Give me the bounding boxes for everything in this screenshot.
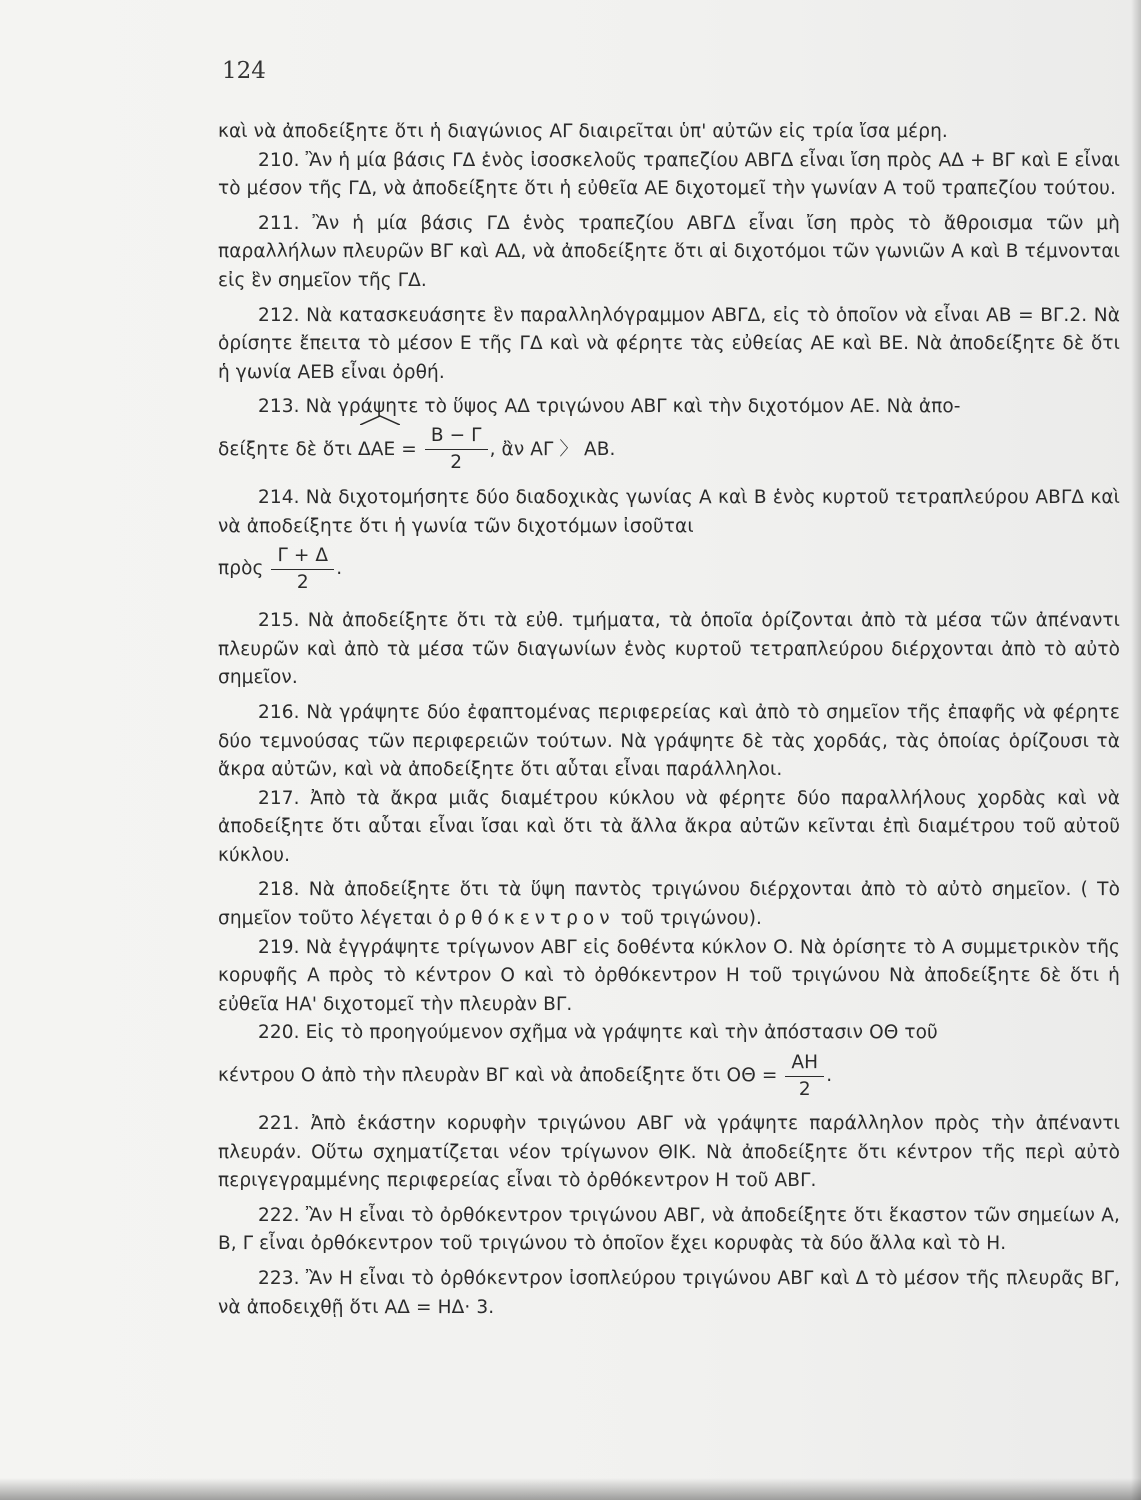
fraction-numerator: Γ + Δ: [277, 544, 329, 566]
exercise-216: 216. Νὰ γράψητε δύο ἐφαπτομένας περιφερείας καὶ ἀπὸ τὸ σημεῖον τῆς ἐπαφῆς νὰ φέρητε δύο τεμνούσας τῶν περιφερειῶν τούτων. Νὰ γράψητε δὲ τὰς χορδάς, τὰς ὁποίας ὁρίζουσι τὰ ἄκρα αὐτῶν, καὶ νὰ ἀποδείξητε ὅτι αὗται εἶναι παράλληλοι.: [218, 701, 1120, 781]
fraction-numerator: ΑΗ: [791, 1051, 819, 1073]
exercise-214: 214. Νὰ διχοτομήσητε δύο διαδοχικὰς γωνίας Α καὶ Β ἑνὸς κυρτοῦ τετραπλεύρου ΑΒΓΔ καὶ νὰ ἀποδείξητε ὅτι ἡ γωνία τῶν διχοτόμων ἰσοῦται: [218, 486, 1120, 537]
angle-hat-icon: [360, 415, 400, 425]
angle-symbol: [358, 422, 395, 478]
period: .: [336, 558, 343, 580]
exercise-221: 221. Ἀπὸ ἑκάστην κορυφὴν τριγώνου ΑΒΓ νὰ γράψητε παράλληλον πρὸς τὴν ἀπέναντι πλευράν. Οὕτω σχηματίζεται νέον τρίγωνον ΘΙΚ. Νὰ ἀποδείξητε ὅτι κέντρον τῆς περὶ αὐτὸ περιγεγραμμένης περιφερείας εἶναι τὸ ὀρθόκεντρον Η τοῦ ΑΒΓ.: [218, 1113, 1120, 1192]
exercise-213-formula-line: [218, 422, 1120, 478]
equals-sign: =: [401, 438, 417, 460]
exercise-214-pros: πρὸς: [218, 558, 264, 580]
fraction-c-plus-d: [271, 544, 334, 595]
spacer: [218, 597, 1120, 607]
fraction-numerator: Β − Γ: [430, 425, 482, 447]
exercise-218-text: 218. Νὰ ἀποδείξητε ὅτι τὰ ὕψη παντὸς τριγώνου διέρχονται ἀπὸ τὸ αὐτὸ σημεῖον. ( Τὸ σημεῖον τοῦτο λέγεται: [218, 879, 1120, 930]
fraction-ah-over-2: [785, 1051, 824, 1102]
exercise-214-formula-line: [218, 541, 1120, 597]
exercise-211: 211. Ἂν ἡ μία βάσις ΓΔ ἑνὸς τραπεζίου ΑΒΓΔ εἶναι ἴση πρὸς τὸ ἄθροισμα τῶν μὴ παραλλήλων πλευρῶν ΒΓ καὶ ΑΔ, νὰ ἀποδείξητε ὅτι αἱ διχοτόμοι τῶν γωνιῶν Α καὶ Β τέμνονται εἰς ἓν σημεῖον τῆς ΓΔ.: [218, 212, 1120, 291]
page-body: [218, 118, 1120, 1322]
exercise-209-ending: καὶ νὰ ἀποδείξητε ὅτι ἡ διαγώνιος ΑΓ διαιρεῖται ὑπ' αὐτῶν εἰς τρία ἴσα μέρη.: [218, 121, 948, 142]
exercise-212: 212. Νὰ κατασκευάσητε ἓν παραλληλόγραμμον ΑΒΓΔ, εἰς τὸ ὁποῖον νὰ εἶναι ΑΒ = ΒΓ.2. Νὰ ὁρίσητε ἔπειτα τὸ μέσον Ε τῆς ΓΔ καὶ νὰ φέρητε τὰς εὐθείας ΑΕ καὶ ΒΕ. Νὰ ἀποδείξητε δὲ ὅτι ἡ γωνία ΑΕΒ εἶναι ὀρθή.: [218, 304, 1120, 383]
exercise-213-text: δείξητε δὲ ὅτι: [218, 438, 352, 460]
period: .: [826, 1065, 833, 1087]
exercise-217: 217. Ἀπὸ τὰ ἄκρα μιᾶς διαμέτρου κύκλου νὰ φέρητε δύο παραλλήλους χορδὰς καὶ νὰ ἀποδείξητε ὅτι αὗται εἶναι ἴσαι καὶ ὅτι τὰ ἄλλα ἄκρα αὐτῶν κεῖνται ἐπὶ διαμέτρου τοῦ αὐτοῦ κύκλου.: [218, 787, 1120, 866]
exercise-223: 223. Ἂν Η εἶναι τὸ ὀρθόκεντρον ἰσοπλεύρου τριγώνου ΑΒΓ καὶ Δ τὸ μέσον τῆς πλευρᾶς ΒΓ, νὰ ἀποδειχθῇ ὅτι ΑΔ = ΗΔ· 3.: [218, 1268, 1120, 1318]
exercise-220-line1: 220. Εἰς τὸ προηγούμενον σχῆμα νὰ γράψητε καὶ τὴν ἀπόστασιν ΟΘ τοῦ: [258, 1022, 938, 1044]
page-number: 124: [222, 58, 266, 84]
fraction-denominator: 2: [450, 452, 463, 474]
scan-bottom-shadow: [0, 1478, 1141, 1500]
exercise-219: 219. Νὰ ἐγγράψητε τρίγωνον ΑΒΓ εἰς δοθέντα κύκλον Ο. Νὰ ὁρίσητε τὸ Α συμμετρικὸν τῆς κορυφῆς Α πρὸς τὸ κέντρον Ο καὶ τὸ ὀρθόκεντρον Η τοῦ τριγώνου Νὰ ἀποδείξητε δὲ ὅτι ἡ εὐθεῖα ΗΑ' διχοτομεῖ τὴν πλευρὰν ΒΓ.: [218, 936, 1120, 1015]
exercise-222: 222. Ἂν Η εἶναι τὸ ὀρθόκεντρον τριγώνου ΑΒΓ, νὰ ἀποδείξητε ὅτι ἕκαστον τῶν σημείων Α, Β, Γ εἶναι ὀρθόκεντρον τοῦ τριγώνου τὸ ὁποῖον ἔχει κορυφὰς τὰ δύο ἄλλα καὶ τὸ Η.: [218, 1204, 1120, 1255]
exercise-210: 210. Ἂν ἡ μία βάσις ΓΔ ἑνὸς ἰσοσκελοῦς τραπεζίου ΑΒΓΔ εἶναι ἴση πρὸς ΑΔ + ΒΓ καὶ Ε εἶναι τὸ μέσον τῆς ΓΔ, νὰ ἀποδείξητε ὅτι ἡ εὐθεῖα ΑΕ διχοτομεῖ τὴν γωνίαν Α τοῦ τραπεζίου τούτου.: [218, 149, 1120, 200]
page-edge-shadow: [1131, 0, 1141, 1500]
exercise-220-formula-line: [218, 1048, 1120, 1104]
fraction-denominator: 2: [798, 1078, 811, 1100]
exercise-218: [218, 876, 1120, 933]
exercise-218-end: τοῦ τριγώνου).: [620, 908, 763, 930]
fraction-denominator: 2: [296, 571, 309, 593]
fraction-b-minus-c: [425, 424, 488, 475]
exercise-213-line1: 213. Νὰ γράψητε τὸ ὕψος ΑΔ τριγώνου ΑΒΓ καὶ τὴν διχοτόμον ΑΕ. Νὰ ἀπο-: [258, 396, 961, 418]
angle-label: ΔΑΕ: [357, 438, 396, 460]
exercise-213-condition: , ἂν ΑΓ 〉 ΑΒ.: [489, 438, 616, 460]
term-orthocenter: ὀρθόκεντρον: [438, 908, 615, 930]
exercise-215: 215. Νὰ ἀποδείξητε ὅτι τὰ εὐθ. τμήματα, τὰ ὁποῖα ὁρίζονται ἀπὸ τὰ μέσα τῶν ἀπέναντι πλευρῶν καὶ ἀπὸ τὰ μέσα τῶν διαγωνίων ἑνὸς κυρτοῦ τετραπλεύρου διέρχονται ἀπὸ τὸ αὐτὸ σημεῖον.: [218, 610, 1120, 689]
exercise-220-text: κέντρου Ο ἀπὸ τὴν πλευρὰν ΒΓ καὶ νὰ ἀποδείξητε ὅτι ΟΘ =: [218, 1065, 778, 1087]
